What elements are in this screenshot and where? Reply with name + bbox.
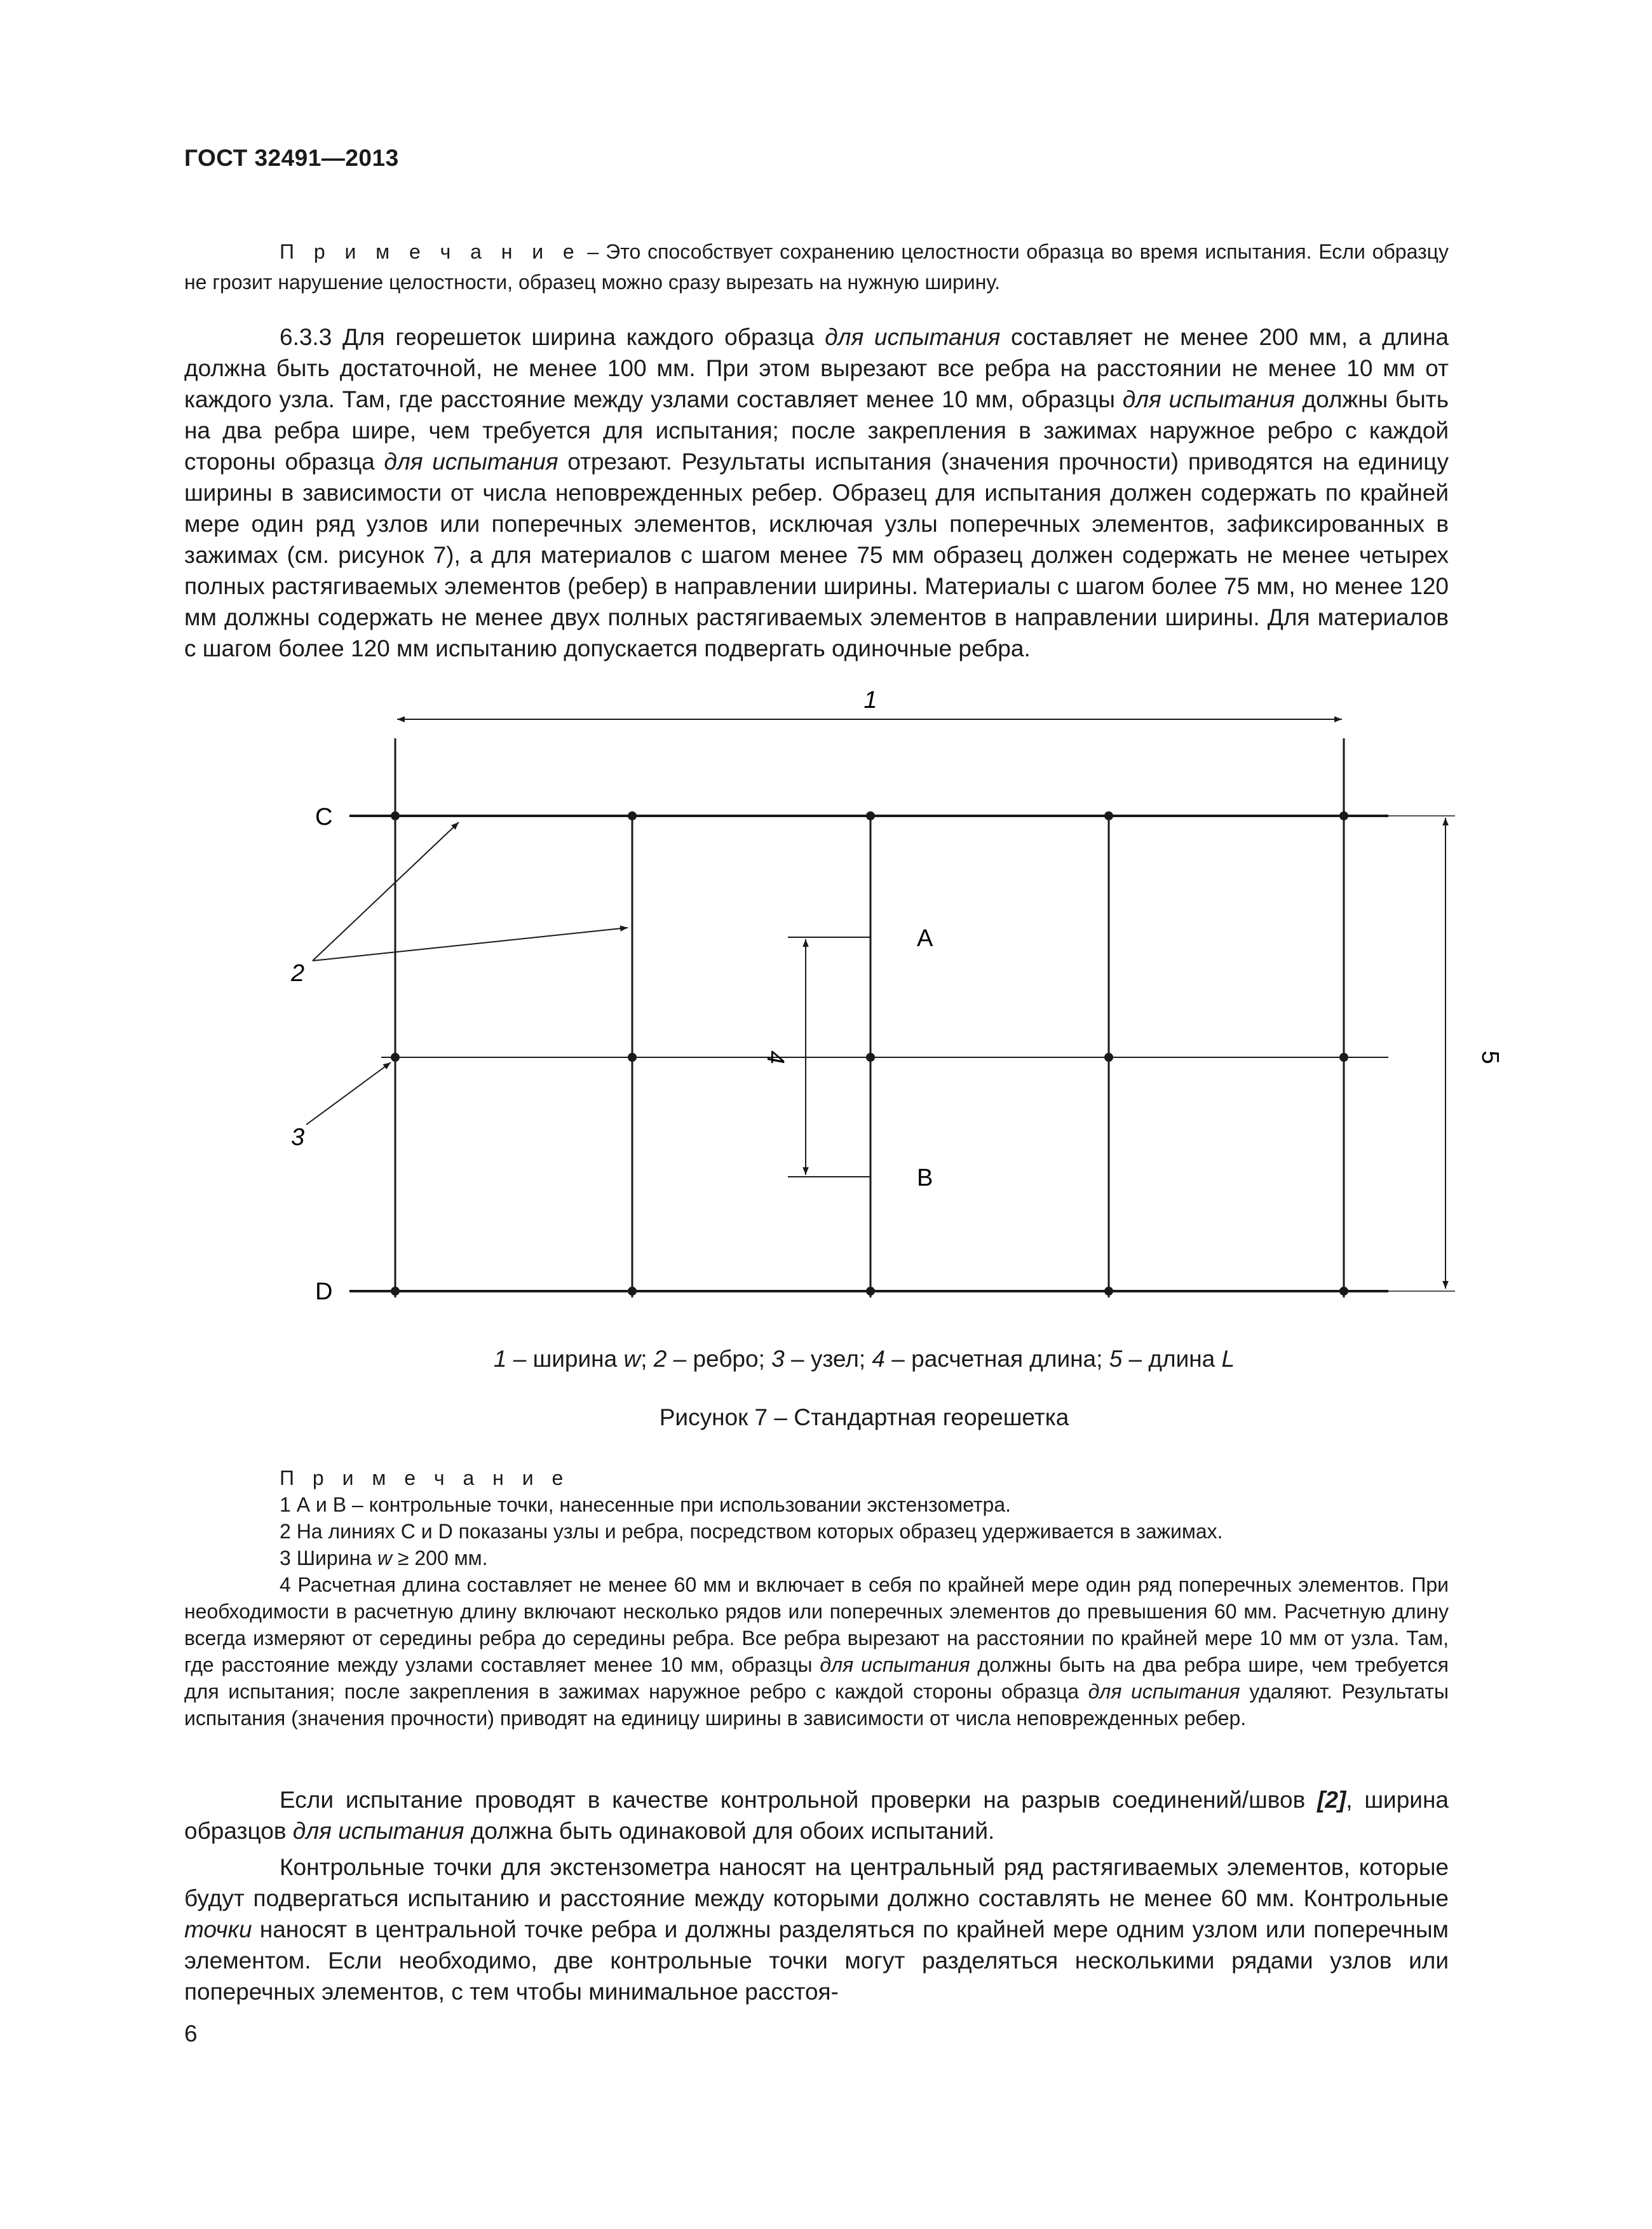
note-top-text: – Это способствует сохранению целостности образца во время испытания. Если образцу не грозит нарушение целостности, образец можно сразу вырезать на нужную ширину. [184,240,1449,294]
body-paragraph-1 [184,1784,1449,1846]
note-bottom-label: П р и м е ч а н и е [280,1467,570,1489]
text-run: Если испытание проводят в качестве контрольной проверки на разрыв соединений/швов [280,1787,1318,1813]
text-run: удаляют. Результаты испытания (значения прочности) приводят на единицу ширины в зависимости от числа неповрежденных ребер. [184,1680,1449,1730]
text-run: должна быть одинаковой для обоих испытаний. [464,1818,995,1844]
geogrid-diagram [280,687,1503,1348]
label-1: 1 [863,687,877,714]
legend-text: – узел; [784,1346,872,1372]
label-2: 2 [291,960,305,987]
label-B: B [917,1165,933,1191]
body-continued [184,1784,1449,2012]
note-item-4 [184,1571,1449,1731]
italic-run: для испытания [292,1818,464,1844]
note-top [184,236,1449,297]
note-item-3 [184,1545,1449,1571]
leader-2a [313,822,459,961]
legend-var: L [1221,1346,1235,1372]
text-run: Контрольные точки для экстензометра наносят на центральный ряд растягиваемых элементов, которые будут подвергаться испытанию и расстояние между которыми должно составлять не менее 60 мм. Контрольные [184,1854,1449,1911]
label-5: 5 [1477,1050,1503,1064]
text-run: 3 Ширина [280,1547,377,1569]
italic-run: для испытания [820,1653,970,1676]
label-4: 4 [762,1050,789,1064]
note-bottom [184,1465,1449,1731]
leader-3 [306,1062,391,1125]
figure-legend [0,1346,1652,1372]
label-C: C [315,804,333,830]
legend-text: – ребро; [667,1346,772,1372]
legend-text: – ширина [506,1346,624,1372]
legend-num: 4 [872,1346,885,1372]
legend-num: 3 [771,1346,785,1372]
note-item-1: 1 А и В – контрольные точки, нанесенные при использовании экстензометра. [280,1493,1011,1516]
text-run: 4 Расчетная длина составляет не менее 60 мм и включает в себя по крайней мере один ряд поперечных элементов. При необходимости в расчетную длину включают несколько рядов или поперечных элементов до превышения 60 мм. Расчетную длину всегда измеряют от середины ребра до середины ребра. Все ребра вырезают на расстоянии по крайней мере 10 мм от узла. Там, где расстояние между узлами составляет менее 10 мм, образцы [184,1573,1449,1676]
figure-title: Рисунок 7 – Стандартная георешетка [659,1404,1069,1430]
italic-run: для испытания [1088,1680,1240,1703]
label-A: A [917,925,933,952]
legend-text: ; [640,1346,654,1372]
reference-link[interactable]: [2] [1317,1787,1346,1813]
italic-run: для испытания [1122,386,1295,412]
legend-num: 5 [1109,1346,1123,1372]
body-paragraph-2 [184,1852,1449,2007]
page-header-title: ГОСТ 32491—2013 [184,145,399,171]
italic-run: w [377,1547,393,1569]
italic-run: для испытания [825,324,1001,350]
note-item-2: 2 На линиях С и D показаны узлы и ребра, посредством которых образец удерживается в зажимах. [280,1520,1223,1543]
text-run: составляет не менее 200 мм, а длина должна быть достаточной, не менее 100 мм. При этом вырезают все ребра на расстоянии не менее 10 мм от каждого узла. Там, где расстояние между узлами составляет менее 10 мм, образцы [184,324,1449,412]
legend-text: – длина [1122,1346,1222,1372]
legend-num: 1 [493,1346,507,1372]
leader-2b [313,928,628,961]
label-D: D [315,1278,333,1305]
text-run: отрезают. Результаты испытания (значения прочности) приводятся на единицу ширины в зависимости от числа неповрежденных ребер. Образец для испытания должен содержать по крайней мере один ряд узлов или поперечных элементов, исключая узлы поперечных элементов, зафиксированных в зажимах (см. рисунок 7), а для материалов с шагом менее 75 мм образец должен содержать не менее четырех полных растягиваемых элементов (ребер) в направлении ширины. Материалы с шагом более 75 мм, но менее 120 мм должны содержать не менее двух полных растягиваемых элементов в направлении ширины. Для материалов с шагом более 120 мм испытанию допускается подвергать одиночные ребра. [184,449,1449,661]
text-run: должны быть на два ребра шире, чем требуется для испытания; после закрепления в зажимах наружное ребро с каждой стороны образца [184,386,1449,475]
text-run: 6.3.3 Для георешеток ширина каждого образца [280,324,825,350]
label-3: 3 [291,1124,305,1151]
italic-run: точки [184,1916,252,1942]
figure-geogrid [280,687,1503,1348]
legend-var: w [623,1346,641,1372]
legend-text: – расчетная длина; [884,1346,1109,1372]
text-run: , ширина образцов [184,1787,1449,1844]
note-top-label: П р и м е ч а н и е [280,240,581,263]
text-run: должны быть на два ребра шире, чем требуется для испытания; после закрепления в зажимах наружное ребро с каждой стороны образца [184,1653,1449,1703]
italic-run: для испытания [384,449,559,475]
page-number: 6 [184,2021,198,2047]
section-paragraph-6-3-3 [184,322,1449,664]
text-run: наносят в центральной точке ребра и должны разделяться по крайней мере одним узлом или поперечным элементом. Если необходимо, две контрольные точки могут разделяться несколькими рядами узлов или поперечных элементов, с тем чтобы минимальное расстоя- [184,1916,1449,2005]
legend-num: 2 [653,1346,667,1372]
text-run: ≥ 200 мм. [392,1547,488,1569]
